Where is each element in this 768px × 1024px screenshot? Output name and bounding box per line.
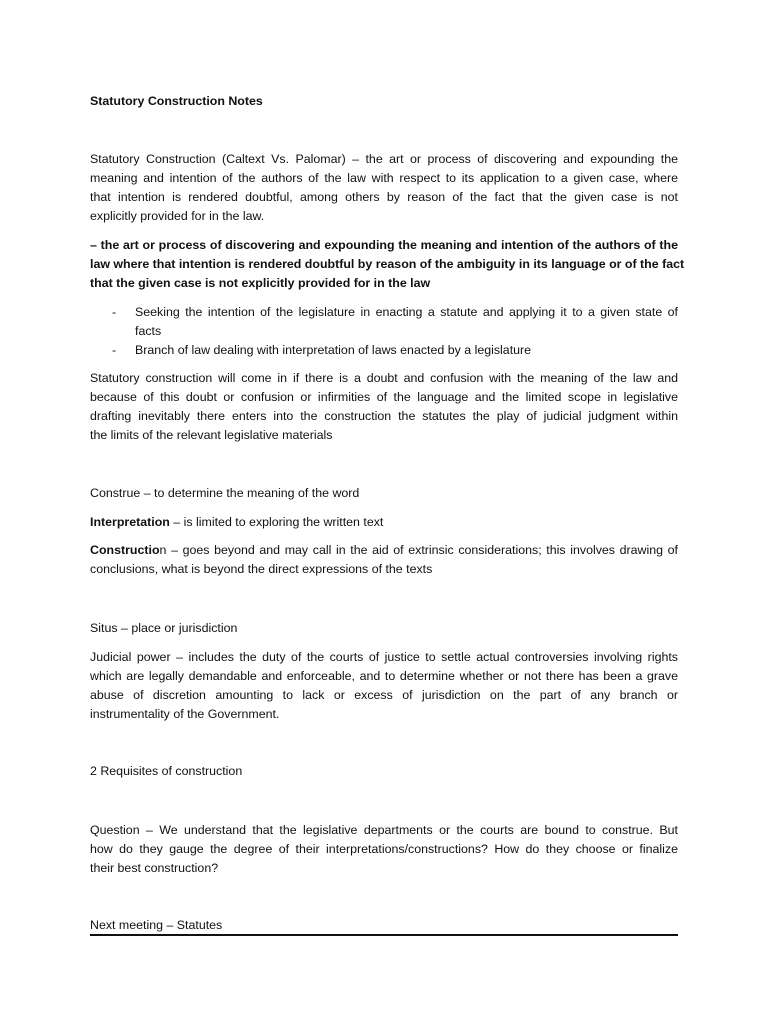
bold-definition-line: – the art or process of discovering and expounding the meaning and intention of the authors of the bbox=[90, 238, 678, 252]
paragraph-line: that intention is rendered doubtful, among others by reason of the fact that the given case is not bbox=[90, 190, 678, 204]
judicial-power-line: instrumentality of the Government. bbox=[90, 707, 280, 721]
judicial-power-line: abuse of discretion amounting to lack or excess of jurisdiction on the part of any branch or bbox=[90, 688, 678, 702]
paragraph-line: Statutory construction will come in if there is a doubt and confusion with the meaning of the law and bbox=[90, 371, 678, 385]
construction-text: – goes beyond and may call in the aid of extrinsic considerations; this involves drawing of bbox=[166, 543, 678, 557]
judicial-power-line: Judicial power – includes the duty of the courts of justice to settle actual controversies involving rights bbox=[90, 650, 678, 664]
bullet-text: Seeking the intention of the legislature in enacting a statute and applying it to a given state of bbox=[135, 305, 678, 319]
situs-definition: Situs – place or jurisdiction bbox=[90, 621, 238, 635]
judicial-power-line: which are legally demandable and enforceable, and to determine whether or not there has been a grave bbox=[90, 669, 678, 683]
paragraph-line: Statutory Construction (Caltext Vs. Palomar) – the art or process of discovering and expounding the bbox=[90, 152, 678, 166]
requisites-heading: 2 Requisites of construction bbox=[90, 764, 243, 778]
question-line: Question – We understand that the legislative departments or the courts are bound to construe. But bbox=[90, 823, 678, 837]
construction-term-rest: n bbox=[159, 543, 167, 557]
construction-term: Constructio bbox=[90, 543, 160, 557]
interpretation-text: – is limited to exploring the written text bbox=[169, 515, 384, 529]
next-meeting: Next meeting – Statutes bbox=[90, 918, 223, 932]
bullet-marker: - bbox=[112, 305, 117, 319]
question-line: how do they gauge the degree of their interpretations/constructions? How do they choose or finalize bbox=[90, 842, 678, 856]
document-title: Statutory Construction Notes bbox=[90, 94, 263, 108]
bottom-rule bbox=[90, 934, 678, 936]
construe-definition: Construe – to determine the meaning of the word bbox=[90, 486, 360, 500]
interpretation-term: Interpretation bbox=[90, 515, 170, 529]
bold-definition-line: that the given case is not explicitly provided for in the law bbox=[90, 276, 431, 290]
construction-text-line: conclusions, what is beyond the direct expressions of the texts bbox=[90, 562, 433, 576]
bullet-text: facts bbox=[135, 324, 162, 338]
question-line: their best construction? bbox=[90, 861, 219, 875]
interpretation-definition bbox=[90, 513, 678, 532]
bullet-marker: - bbox=[112, 343, 117, 357]
paragraph-line: the limits of the relevant legislative materials bbox=[90, 428, 333, 442]
bold-definition-line: law where that intention is rendered doubtful by reason of the ambiguity in its language or of the fact bbox=[90, 257, 685, 271]
paragraph-line: drafting inevitably there enters into the construction the statutes the play of judicial judgment within bbox=[90, 409, 678, 423]
bullet-text: Branch of law dealing with interpretation of laws enacted by a legislature bbox=[135, 343, 532, 357]
paragraph-line: meaning and intention of the authors of the law with respect to its application to a given case, where bbox=[90, 171, 678, 185]
document-page bbox=[90, 0, 685, 1024]
paragraph-line: explicitly provided for in the law. bbox=[90, 209, 265, 223]
construction-definition bbox=[90, 541, 678, 560]
paragraph-line: because of this doubt or confusion or infirmities of the language and the limited scope in legislative bbox=[90, 390, 678, 404]
